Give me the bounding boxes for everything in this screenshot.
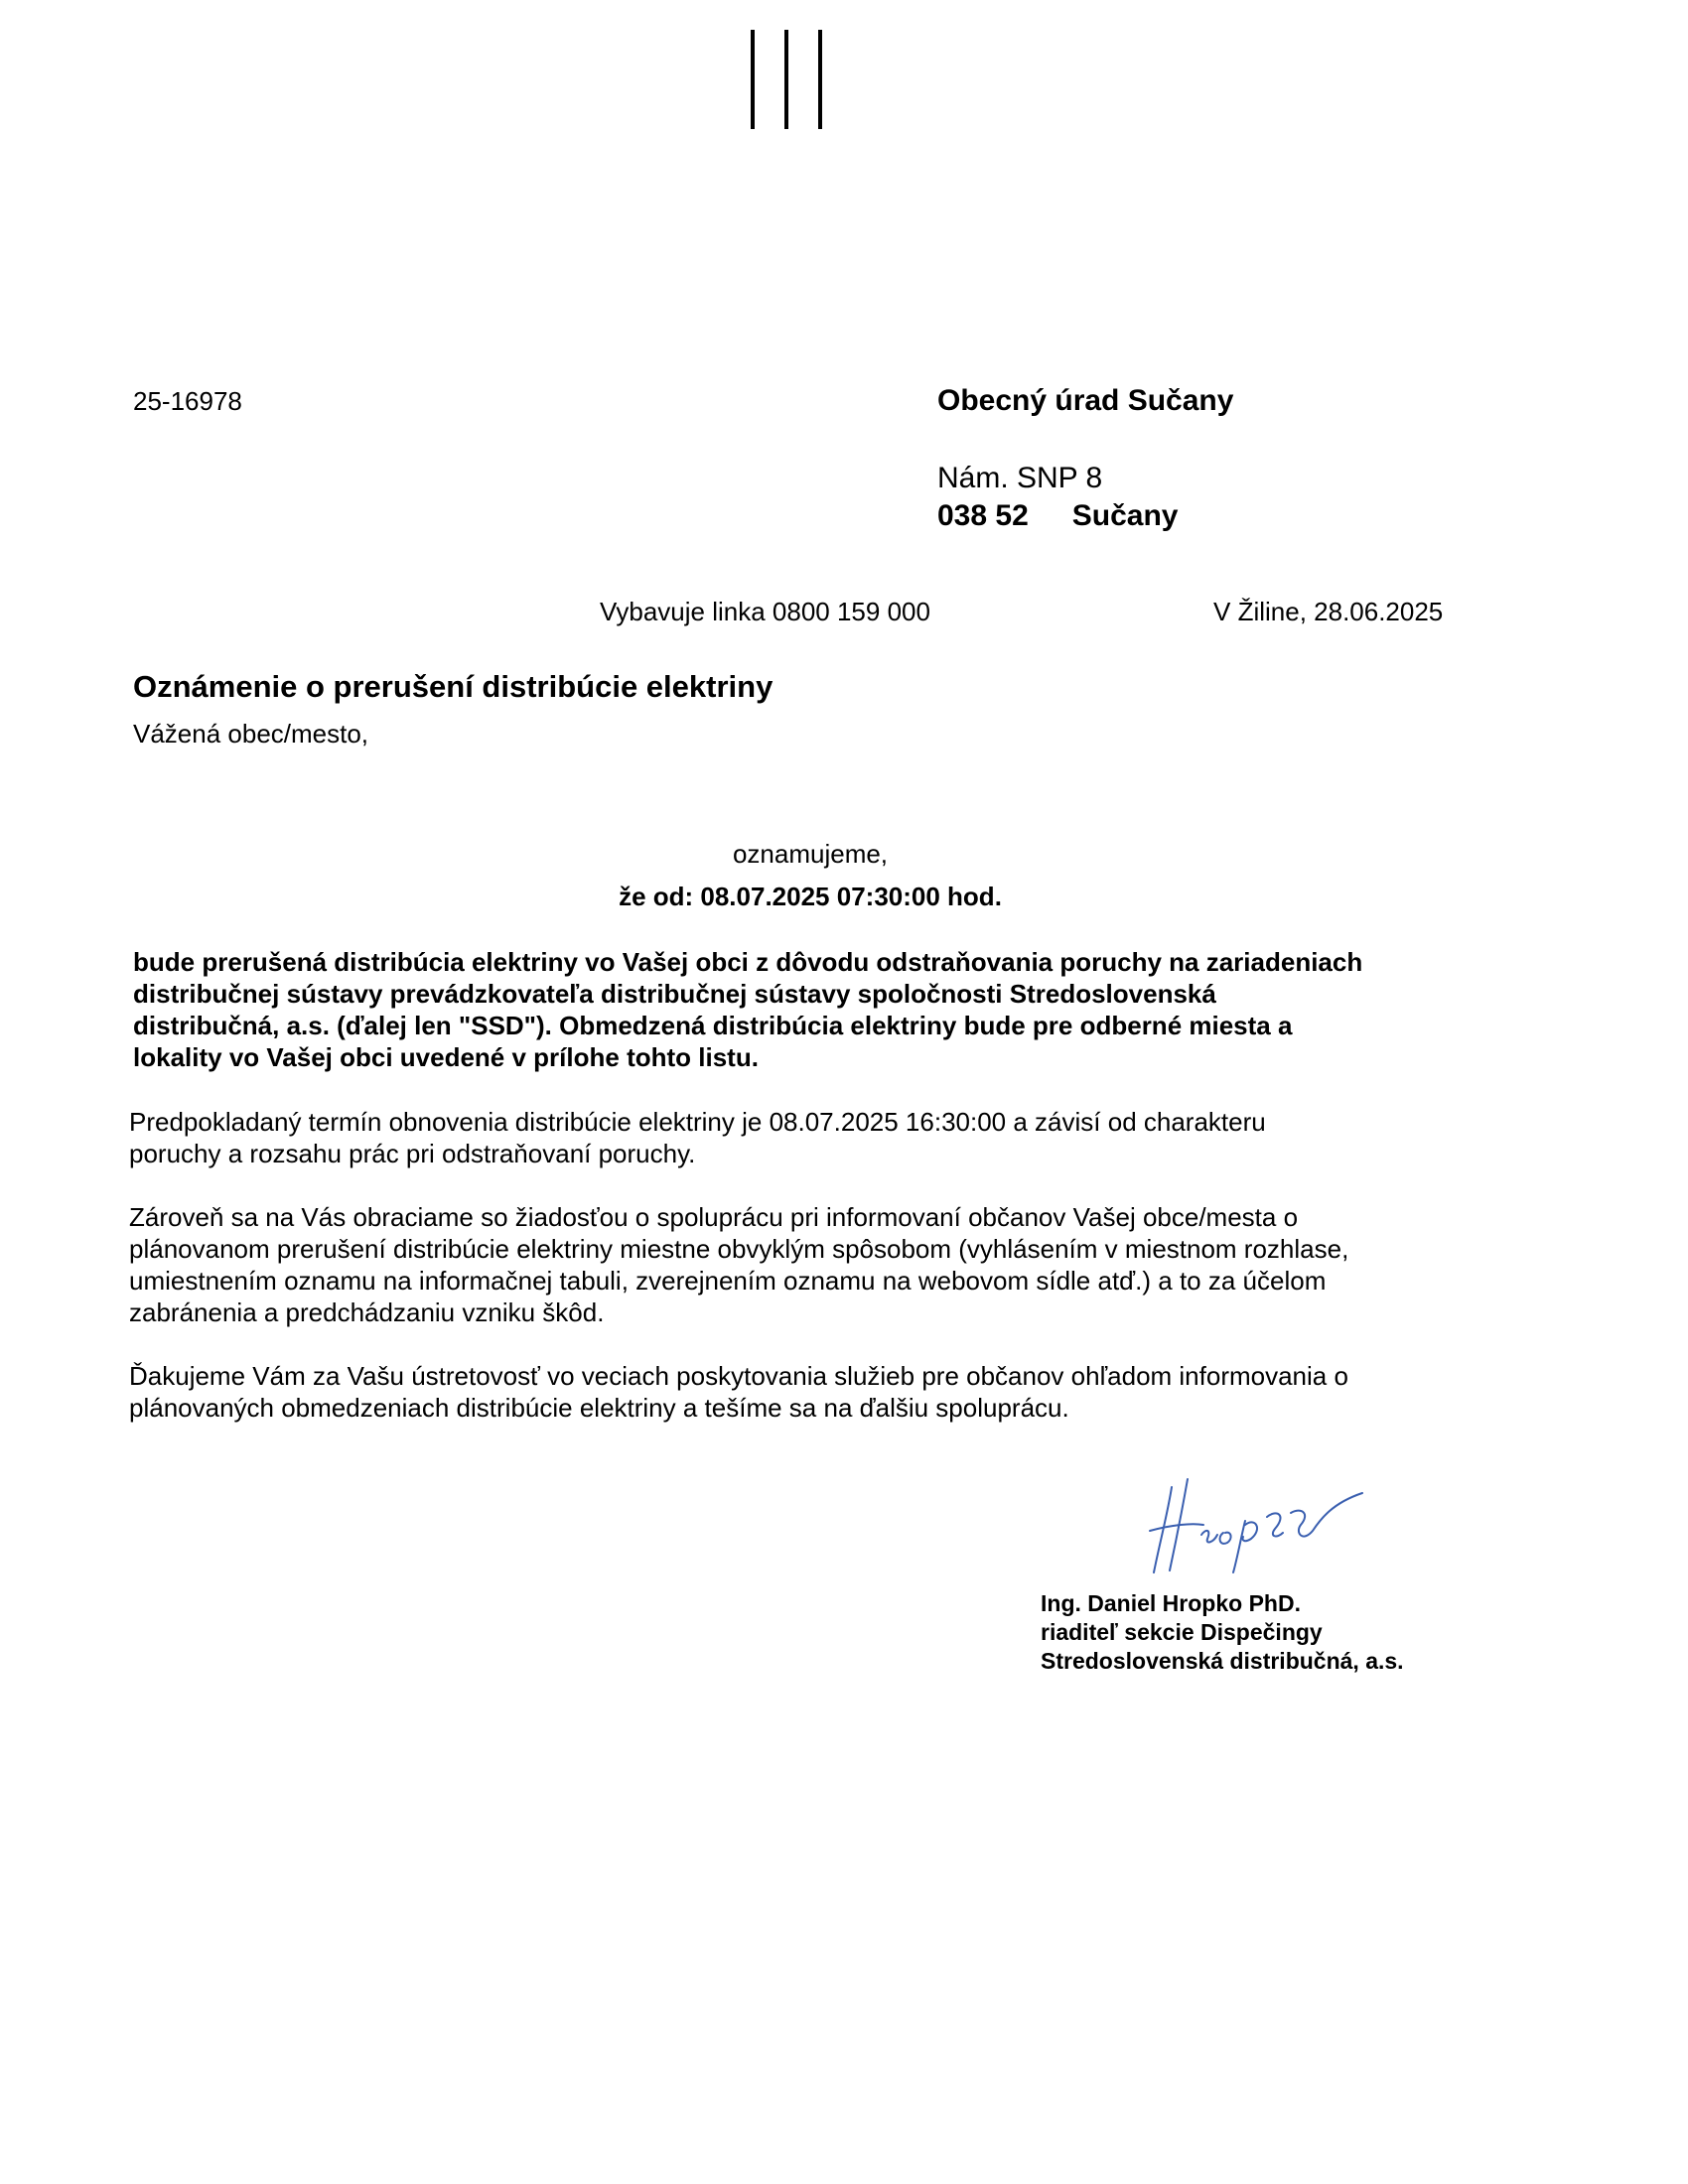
text-line: Predpokladaný termín obnovenia distribúcie elektriny je 08.07.2025 16:30:00 a závisí od charakteru <box>129 1107 1266 1137</box>
signer-company: Stredoslovenská distribučná, a.s. <box>1041 1648 1404 1674</box>
company-logo <box>751 30 822 129</box>
text-line: Ďakujeme Vám za Vašu ústretovosť vo veciach poskytovania služieb pre občanov ohľadom informovania o <box>129 1361 1348 1391</box>
announce-line: oznamujeme, <box>732 839 889 869</box>
text-line: distribučná, a.s. (ďalej len "SSD"). Obmedzená distribúcia elektriny bude pre odberné miesta a <box>133 1011 1293 1040</box>
text-line: distribučnej sústavy prevádzkovateľa distribučnej sústavy spoločnosti Stredoslovenská <box>133 979 1216 1009</box>
recipient-postal-line <box>937 499 1178 533</box>
reference-number: 25-16978 <box>133 386 242 416</box>
restoration-paragraph <box>129 1106 1460 1169</box>
recipient-city: Sučany <box>1071 499 1179 532</box>
signer-position: riaditeľ sekcie Dispečingy <box>1041 1619 1323 1645</box>
outage-start-line: že od: 08.07.2025 07:30:00 hod. <box>619 882 1002 911</box>
text-line: plánovanom prerušení distribúcie elektriny miestne obvyklým spôsobom (vyhlásením v miestnom rozhlase, <box>129 1234 1349 1264</box>
signature-block <box>1041 1589 1404 1676</box>
text-line: Zároveň sa na Vás obraciame so žiadosťou o spoluprácu pri informovaní občanov Vašej obce/mesta o <box>129 1202 1299 1232</box>
handwritten-signature <box>1142 1473 1366 1578</box>
text-line: zabránenia a predchádzaniu vzniku škôd. <box>129 1297 605 1327</box>
text-line: poruchy a rozsahu prác pri odstraňovaní poruchy. <box>129 1139 696 1168</box>
thanks-paragraph <box>129 1360 1460 1424</box>
letter-title: Oznámenie o prerušení distribúcie elektriny <box>133 669 774 704</box>
recipient-name: Obecný úrad Sučany <box>937 384 1234 417</box>
text-line: lokality vo Vašej obci uvedené v prílohe tohto listu. <box>133 1042 759 1072</box>
place-date: V Žiline, 28.06.2025 <box>1213 597 1444 626</box>
outage-notice-paragraph <box>133 946 1464 1073</box>
recipient-postal-code: 038 52 <box>937 499 1029 532</box>
cooperation-paragraph <box>129 1201 1460 1328</box>
signer-name: Ing. Daniel Hropko PhD. <box>1041 1590 1301 1616</box>
text-line: bude prerušená distribúcia elektriny vo Vašej obci z dôvodu odstraňovania poruchy na zariadeniach <box>133 947 1363 977</box>
recipient-street: Nám. SNP 8 <box>937 462 1103 494</box>
contact-line: Vybavuje linka 0800 159 000 <box>600 597 930 626</box>
salutation: Vážená obec/mesto, <box>133 719 369 749</box>
text-line: umiestnením oznamu na informačnej tabuli, zverejnením oznamu na webovom sídle atď.) a to za účelom <box>129 1266 1327 1296</box>
text-line: plánovaných obmedzeniach distribúcie elektriny a tešíme sa na ďalšiu spoluprácu. <box>129 1393 1069 1423</box>
